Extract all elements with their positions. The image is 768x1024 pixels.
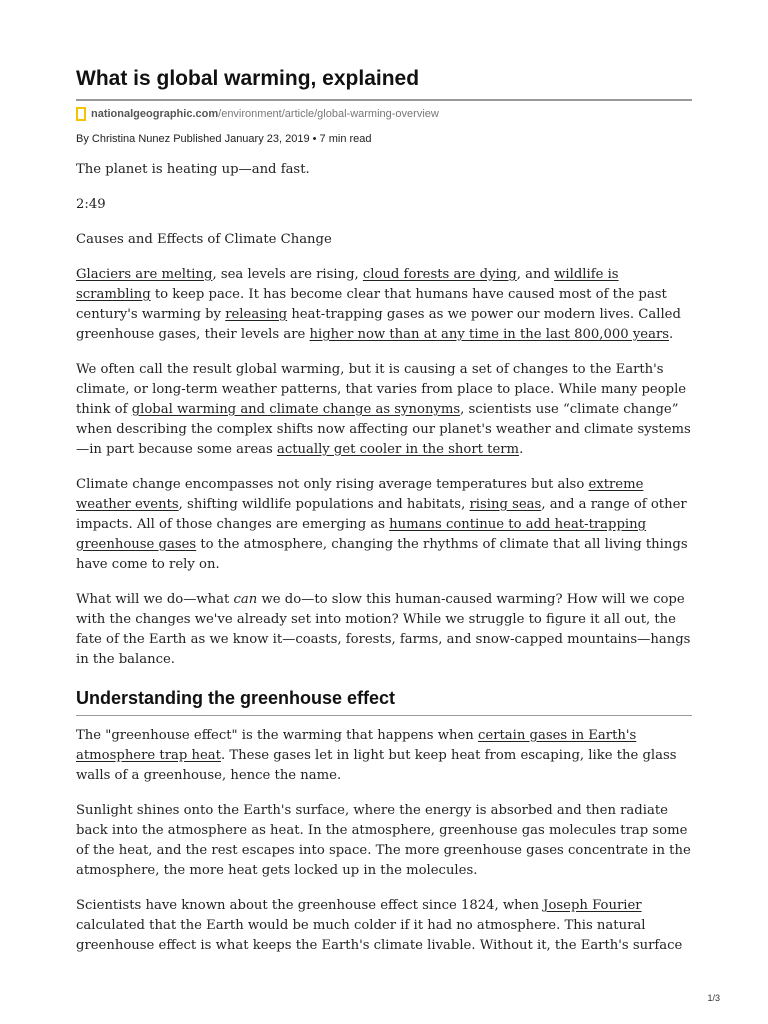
source-line	[76, 105, 692, 123]
link-glaciers-melting[interactable]: Glaciers are melting	[76, 267, 213, 282]
paragraph-6: Sunlight shines onto the Earth's surface, where the energy is absorbed and then radiate back into the atmosphere as heat. In the atmosphere, greenhouse gas molecules trap some of the heat, and the rest escapes into space. The more greenhouse gases concentrate in the atmosphere, the more heat gets locked up in the molecules.	[76, 803, 691, 878]
intro-paragraph: The planet is heating up—and fast.	[76, 162, 310, 177]
link-cloud-forests[interactable]: cloud forests are dying	[362, 267, 517, 282]
paragraph-2: We often call the result global warming, but it is causing a set of changes to the Earth's climate, or long-term weather patterns, that varies from place to place. While many people think of global warming and climate change as synonyms, scientists use “climate change” when describing the complex shifts now affecting our planet's weather and climate systems—in part because some areas actually get cooler in the short term.	[76, 362, 691, 457]
link-humans-continue[interactable]: humans continue to add heat-trapping greenhouse gases	[76, 517, 647, 552]
article-body	[76, 160, 692, 956]
video-duration: 2:49	[76, 197, 106, 212]
national-geographic-logo-icon	[76, 107, 86, 121]
emphasis-can: can	[233, 592, 258, 607]
article-title: What is global warming, explained	[76, 64, 692, 101]
link-higher-now[interactable]: higher now than at any time in the last 800,000 years	[309, 327, 670, 342]
paragraph-3: Climate change encompasses not only rising average temperatures but also extreme weather events, shifting wildlife populations and habitats, rising seas, and a range of other impacts. All of those changes are emerging as humans continue to add heat-trapping greenhouse gases to the atmosphere, changing the rhythms of climate that all living things have come to rely on.	[76, 477, 688, 572]
link-rising-seas[interactable]: rising seas	[469, 497, 542, 512]
paragraph-1: Glaciers are melting, sea levels are rising, cloud forests are dying, and wildlife is scrambling to keep pace. It has become clear that humans have caused most of the past century's warming by releasing heat-trapping gases as we power our modern lives. Called greenhouse gases, their levels are higher now than at any time in the last 800,000 years.	[76, 267, 681, 342]
link-certain-gases[interactable]: certain gases in Earth's atmosphere trap heat	[76, 728, 637, 763]
document-page	[76, 64, 692, 971]
source-path: /environment/article/global-warming-overview	[218, 108, 439, 120]
link-extreme-weather[interactable]: extreme weather events	[76, 477, 644, 512]
paragraph-5: The "greenhouse effect" is the warming that happens when certain gases in Earth's atmosphere trap heat. These gases let in light but keep heat from escaping, like the glass walls of a greenhouse, hence the name.	[76, 728, 677, 783]
page-number: 1/3	[707, 993, 720, 1003]
source-url-link[interactable]	[91, 108, 439, 120]
link-releasing[interactable]: releasing	[225, 307, 288, 322]
byline: By Christina Nunez Published January 23, 2019 • 7 min read	[76, 133, 372, 145]
link-wildlife-scrambling[interactable]: wildlife is scrambling	[76, 267, 619, 302]
link-joseph-fourier[interactable]: Joseph Fourier	[543, 898, 642, 913]
link-synonyms[interactable]: global warming and climate change as synonyms	[131, 402, 461, 417]
link-cooler-short-term[interactable]: actually get cooler in the short term	[276, 442, 520, 457]
paragraph-4: What will we do—what can we do—to slow this human-caused warming? How will we cope with the changes we've already set into motion? While we struggle to figure it all out, the fate of the Earth as we know it—coasts, forests, farms, and snow-capped mountains—hangs in the balance.	[76, 592, 691, 667]
source-domain: nationalgeographic.com	[91, 108, 219, 120]
paragraph-7: Scientists have known about the greenhouse effect since 1824, when Joseph Fourier calculated that the Earth would be much colder if it had no atmosphere. This natural greenhouse effect is what keeps the Earth's climate livable. Without it, the Earth's surface	[76, 898, 683, 953]
video-caption: Causes and Effects of Climate Change	[76, 232, 332, 247]
section-heading-greenhouse-effect: Understanding the greenhouse effect	[76, 685, 692, 716]
